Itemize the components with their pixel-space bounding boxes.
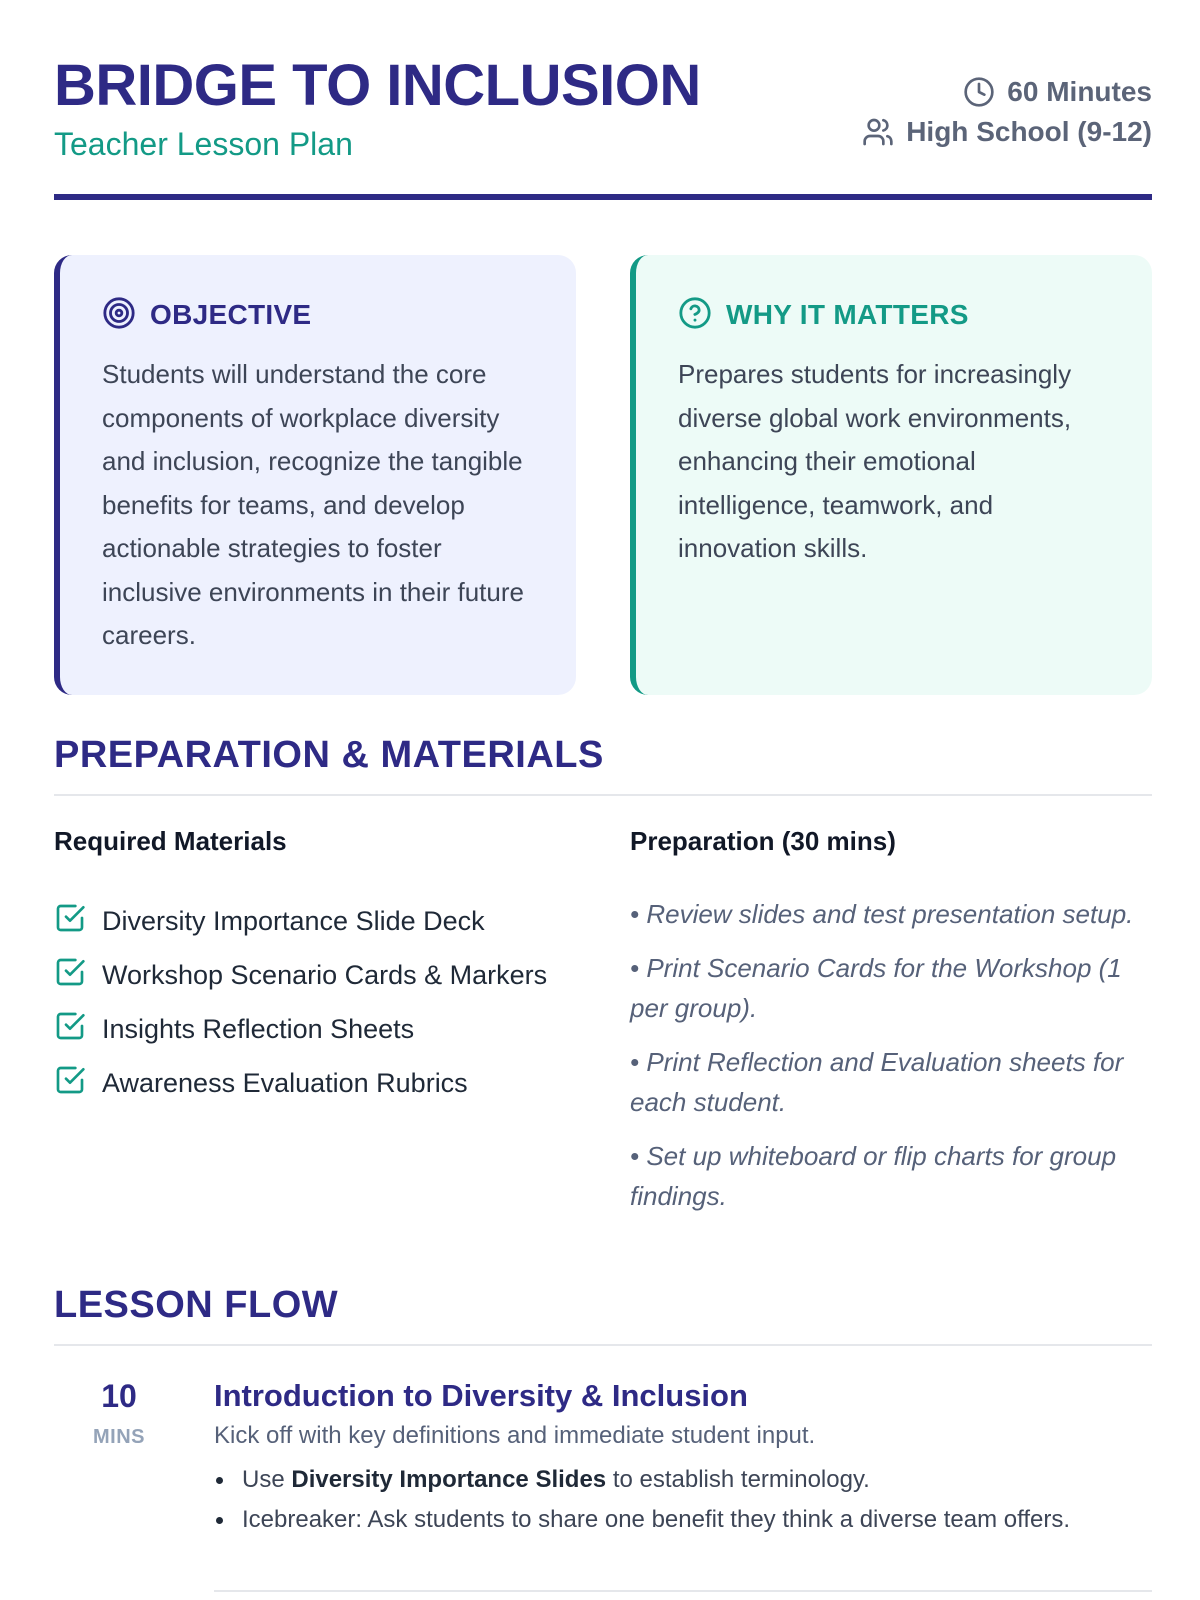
step-divider bbox=[214, 1590, 1152, 1592]
materials-title: Required Materials bbox=[54, 826, 287, 856]
list-item: • Set up whiteboard or flip charts for group findings. bbox=[630, 1141, 1117, 1211]
check-square-icon bbox=[54, 1010, 86, 1049]
why-text: Prepares students for increasingly diverse global work environments, enhancing their emotional intelligence, teamwork, and innovation skills. bbox=[678, 359, 1072, 563]
list-item bbox=[54, 948, 614, 1002]
objective-header bbox=[102, 297, 536, 333]
step-bullets bbox=[214, 1460, 1152, 1540]
header-divider bbox=[54, 194, 1152, 200]
page-title: BRIDGE TO INCLUSION bbox=[54, 53, 701, 118]
users-icon bbox=[862, 116, 894, 148]
audience-label: High School (9-12) bbox=[906, 116, 1152, 147]
check-square-icon bbox=[54, 1064, 86, 1103]
page-subtitle: Teacher Lesson Plan bbox=[54, 126, 353, 162]
step-minutes: 10 bbox=[101, 1378, 137, 1414]
list-item bbox=[54, 894, 614, 948]
step-title: Introduction to Diversity & Inclusion bbox=[214, 1378, 748, 1413]
preparation-title: Preparation (30 mins) bbox=[630, 826, 896, 856]
step-bullet: Icebreaker: Ask students to share one benefit they think a diverse team offers. bbox=[214, 1500, 1152, 1540]
clock-icon bbox=[963, 76, 995, 108]
header bbox=[54, 0, 1152, 200]
step-bullet bbox=[214, 1460, 1152, 1500]
lesson-meta bbox=[862, 72, 1152, 152]
list-item: • Review slides and test presentation setup. bbox=[630, 899, 1134, 929]
list-item bbox=[54, 1002, 614, 1056]
step-duration bbox=[54, 1376, 184, 1449]
help-circle-icon bbox=[678, 296, 712, 335]
preparation-list bbox=[630, 894, 1152, 1230]
duration-row bbox=[862, 72, 1152, 112]
objective-title: OBJECTIVE bbox=[150, 299, 312, 330]
lesson-flow-title: LESSON FLOW bbox=[54, 1284, 339, 1326]
lesson-plan-page bbox=[54, 0, 1152, 1533]
bullet-emphasis: Diversity Importance Slides bbox=[291, 1466, 607, 1493]
material-label: Insights Reflection Sheets bbox=[102, 1013, 415, 1044]
list-item: • Print Scenario Cards for the Workshop (1 per group). bbox=[630, 953, 1122, 1023]
material-label: Diversity Importance Slide Deck bbox=[102, 905, 485, 936]
overview-cards bbox=[54, 255, 1152, 695]
why-title: WHY IT MATTERS bbox=[726, 299, 969, 330]
step-content bbox=[214, 1376, 1152, 1540]
objective-text: Students will understand the core components of workplace diversity and inclusion, recognize the tangible benefits for teams, and develop actionable strategies to foster inclusive environments in their future careers. bbox=[102, 359, 524, 650]
duration-label: 60 Minutes bbox=[1007, 76, 1152, 107]
material-label: Workshop Scenario Cards & Markers bbox=[102, 959, 548, 990]
lesson-flow-divider bbox=[54, 1344, 1152, 1346]
target-icon bbox=[102, 296, 136, 335]
material-label: Awareness Evaluation Rubrics bbox=[102, 1067, 468, 1098]
check-square-icon bbox=[54, 902, 86, 941]
preparation-section-title: PREPARATION & MATERIALS bbox=[54, 734, 604, 776]
step-description: Kick off with key definitions and immediate student input. bbox=[214, 1422, 816, 1449]
bullet-text: to establish terminology. bbox=[606, 1466, 870, 1493]
bullet-text: Use bbox=[242, 1466, 292, 1493]
materials-list bbox=[54, 894, 614, 1110]
why-header bbox=[678, 297, 1112, 333]
list-item: • Print Reflection and Evaluation sheets for each student. bbox=[630, 1047, 1124, 1117]
objective-card bbox=[54, 255, 576, 695]
audience-row bbox=[862, 112, 1152, 152]
preparation-divider bbox=[54, 794, 1152, 796]
why-it-matters-card bbox=[630, 255, 1152, 695]
list-item bbox=[54, 1056, 614, 1110]
check-square-icon bbox=[54, 956, 86, 995]
step-minutes-unit: MINS bbox=[93, 1426, 145, 1448]
